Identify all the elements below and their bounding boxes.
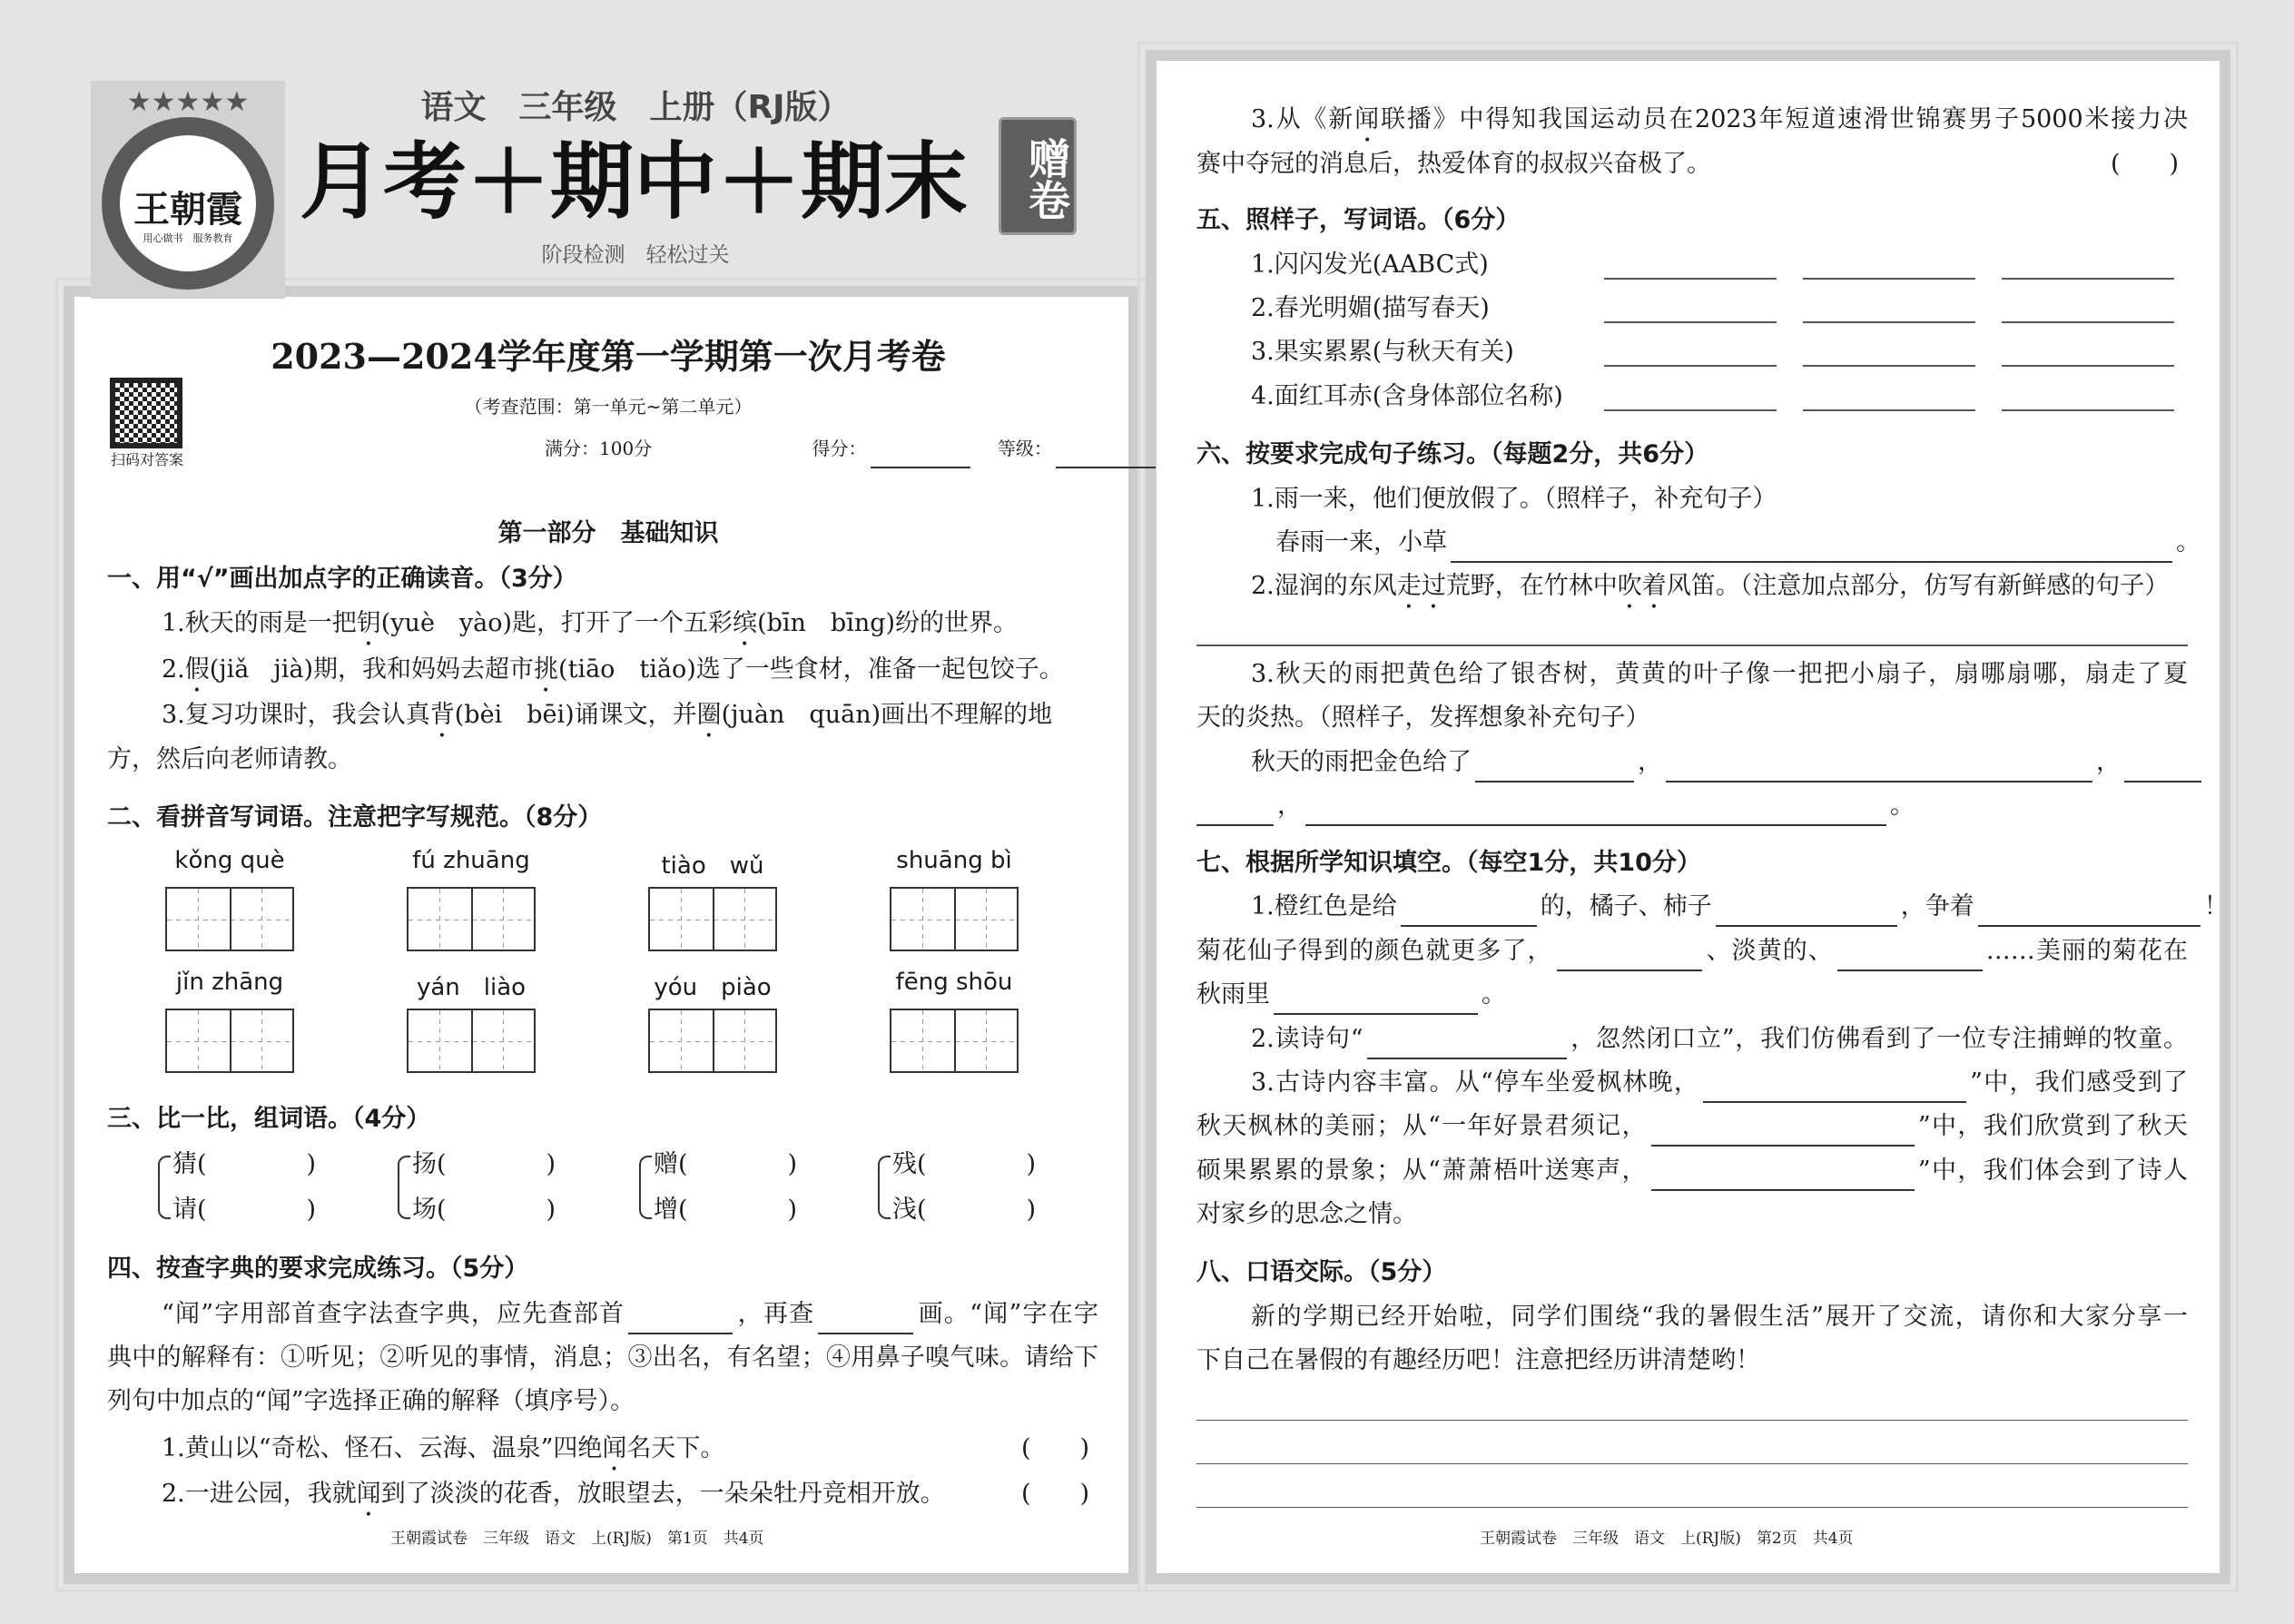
brace	[158, 1156, 171, 1219]
s6-q1-answer: 春雨一来，小草 。	[1275, 523, 2200, 563]
answer-paren[interactable]: ( )	[1021, 1434, 1090, 1462]
score-field[interactable]	[871, 445, 970, 468]
answer-blank[interactable]	[1651, 1162, 1915, 1191]
logo-name: 王朝霞	[133, 188, 242, 231]
pinyin: yóu piào	[654, 974, 772, 1001]
exam-scope: （考查范围：第一单元~第二单元）	[464, 396, 753, 418]
answer-line[interactable]	[1604, 278, 1777, 280]
s5-item: 4.面红耳赤(含身体部位名称)	[1251, 382, 1563, 410]
score-label: 得分：	[812, 438, 867, 459]
publisher-logo	[91, 81, 285, 299]
answer-blank[interactable]	[1557, 942, 1702, 971]
s4-p3: 列句中加点的“闻”字选择正确的解释（填序号）。	[107, 1387, 635, 1415]
word-pair-item: 猜( )	[172, 1150, 317, 1178]
logo-tagline: 用心做书 服务教育	[143, 232, 233, 244]
radical-blank[interactable]	[628, 1305, 733, 1334]
word-pair-item: 浅( )	[892, 1196, 1037, 1224]
answer-line[interactable]	[1803, 321, 1975, 323]
answer-line[interactable]	[1803, 278, 1975, 280]
s7-line: 秋天枫林的美丽；从“一年好景君须记， ”中，我们欣赏到了秋天	[1196, 1107, 2188, 1147]
writing-grid[interactable]	[407, 887, 536, 951]
writing-grid[interactable]	[165, 887, 294, 951]
s4-heading: 四、按查字典的要求完成练习。（5分）	[107, 1255, 529, 1283]
s6-q1: 1.雨一来，他们便放假了。（照样子，补充句子）	[1251, 485, 1777, 513]
answer-blank[interactable]	[1716, 898, 1897, 927]
answer-line[interactable]	[1196, 1463, 2188, 1464]
qr-code[interactable]	[110, 378, 182, 448]
answer-line[interactable]	[1604, 409, 1777, 411]
writing-grid[interactable]	[407, 1009, 536, 1073]
footer-left: 王朝霞试卷 三年级 语文 上(RJ版) 第1页 共4页	[390, 1530, 764, 1548]
word-pair-item: 请( )	[172, 1196, 317, 1224]
star-icons: ★★★★★	[126, 86, 250, 118]
s1-q3: 3.复习功课时，我会认真背(bèi bēi)诵课文，并圈(juàn quān)画出不理解的地	[162, 701, 1053, 729]
answer-blank[interactable]	[1978, 898, 2200, 927]
answer-line[interactable]	[2002, 321, 2174, 323]
writing-grid[interactable]	[890, 887, 1019, 951]
answer-blank[interactable]	[1475, 753, 1634, 782]
exam-title: 2023—2024学年度第一学期第一次月考卷	[271, 336, 946, 377]
answer-blank[interactable]	[1196, 797, 1274, 826]
strokes-blank[interactable]	[818, 1305, 913, 1334]
answer-blank[interactable]	[1651, 1117, 1915, 1147]
brace	[398, 1156, 410, 1219]
answer-line[interactable]	[1604, 365, 1777, 367]
answer-blank[interactable]	[1274, 986, 1478, 1015]
word-pair-item: 残( )	[892, 1150, 1037, 1178]
s7-line: 菊花仙子得到的颜色就更多了， 、淡黄的、 ……美丽的菊花在	[1196, 931, 2188, 971]
s4-q3: 3.从《新闻联播》中得知我国运动员在2023年短道速滑世锦赛男子5000米接力决	[1251, 105, 2189, 133]
pinyin: jǐn zhāng	[175, 969, 284, 996]
s7-line: 对家乡的思念之情。	[1196, 1200, 1417, 1228]
s6-q3-answer: 秋天的雨把金色给了 ， ，	[1251, 743, 2205, 782]
s5-item: 1.闪闪发光(AABC式)	[1251, 251, 1489, 279]
brace	[878, 1156, 891, 1219]
word-pair-item: 赠( )	[654, 1150, 798, 1178]
word-pair-item: 场( )	[412, 1196, 556, 1224]
gift-badge: 赠卷	[999, 117, 1077, 235]
answer-blank[interactable]	[1367, 1030, 1567, 1059]
answer-blank[interactable]	[1703, 1074, 1966, 1103]
word-pair-item: 增( )	[654, 1196, 798, 1224]
s7-heading: 七、根据所学知识填空。（每空1分，共10分）	[1196, 849, 1701, 877]
pinyin: fēng shōu	[895, 969, 1013, 996]
s6-q3: 3.秋天的雨把黄色给了银杏树，黄黄的叶子像一把把小扇子，扇哪扇哪，扇走了夏	[1251, 660, 2188, 688]
s4-q2: 2.一进公园，我就闻到了淡淡的花香，放眼望去，一朵朵牡丹竞相开放。	[162, 1480, 945, 1508]
part1-heading: 第一部分 基础知识	[497, 519, 719, 547]
answer-line[interactable]	[1196, 645, 2188, 646]
s6-q3-cont: 天的炎热。（照样子，发挥想象补充句子）	[1196, 704, 1650, 732]
s8-p1: 新的学期已经开始啦，同学们围绕“我的暑假生活”展开了交流，请你和大家分享一	[1251, 1303, 2188, 1331]
writing-grid[interactable]	[648, 887, 777, 951]
pinyin: fú zhuāng	[412, 847, 530, 874]
s7-line: 1.橙红色是给 的，橘子、柿子 ，争着 ！	[1251, 887, 2188, 927]
word-pair-item: 扬( )	[412, 1150, 556, 1178]
answer-blank[interactable]	[2124, 753, 2201, 782]
footer-right: 王朝霞试卷 三年级 语文 上(RJ版) 第2页 共4页	[1480, 1530, 1854, 1548]
pinyin: shuāng bì	[896, 847, 1012, 874]
s1-heading: 一、用“√”画出加点字的正确读音。（3分）	[107, 565, 577, 593]
s4-q3-cont: 赛中夺冠的消息后，热爱体育的叔叔兴奋极了。	[1196, 150, 1711, 178]
main-title: 月考＋期中＋期末	[300, 133, 969, 231]
answer-paren[interactable]: ( )	[2111, 150, 2180, 178]
answer-line[interactable]	[2002, 365, 2174, 367]
answer-blank[interactable]	[1451, 534, 2172, 563]
s6-heading: 六、按要求完成句子练习。（每题2分，共6分）	[1196, 440, 1709, 468]
s8-heading: 八、口语交际。（5分）	[1196, 1258, 1447, 1286]
s7-line: 2.读诗句“ ，忽然闭口立”，我们仿佛看到了一位专注捕蝉的牧童。	[1251, 1019, 2188, 1059]
s8-p2: 下自己在暑假的有趣经历吧！注意把经历讲清楚哟！	[1196, 1346, 1760, 1374]
pinyin: kǒng què	[174, 847, 285, 874]
answer-blank[interactable]	[1837, 942, 1983, 971]
answer-line[interactable]	[1196, 1420, 2188, 1421]
s4-p2: 典中的解释有：①听见；②听见的事情，消息；③出名，有名望；④用鼻子嗅气味。请给下	[107, 1343, 1098, 1372]
pinyin: tiào wǔ	[661, 852, 764, 880]
s3-heading: 三、比一比，组词语。（4分）	[107, 1105, 431, 1133]
grade-field[interactable]	[1056, 445, 1156, 468]
subject-line: 语文 三年级 上册（RJ版）	[420, 89, 851, 126]
answer-line[interactable]	[1803, 409, 1975, 411]
s5-item: 2.春光明媚(描写春天)	[1251, 294, 1490, 322]
s1-q1: 1.秋天的雨是一把钥(yuè yào)匙，打开了一个五彩缤(bīn bīng)纷的世界。	[162, 609, 1019, 637]
grade-label: 等级：	[997, 438, 1052, 459]
answer-blank[interactable]	[1666, 753, 2092, 782]
s1-q2: 2.假(jiǎ jià)期，我和妈妈去超市挑(tiāo tiǎo)选了一些食材，准备一起包饺子。	[162, 655, 1064, 684]
s6-q3-answer-cont: ， 。	[1196, 786, 1915, 826]
answer-paren[interactable]: ( )	[1021, 1480, 1090, 1508]
writing-grid[interactable]	[890, 1009, 1019, 1073]
qr-caption: 扫码对答案	[110, 451, 183, 468]
s4-q1: 1.黄山以“奇松、怪石、云海、温泉”四绝闻名天下。	[162, 1434, 725, 1462]
s7-line: 3.古诗内容丰富。从“停车坐爱枫林晚， ”中，我们感受到了	[1251, 1063, 2188, 1103]
full-score: 满分：100分	[545, 438, 653, 459]
s1-q3-cont: 方，然后向老师请教。	[107, 745, 352, 773]
s7-line: 硕果累累的景象；从“萧萧梧叶送寒声， ”中，我们体会到了诗人	[1196, 1151, 2188, 1191]
slogan: 阶段检测 轻松过关	[541, 243, 730, 267]
answer-line[interactable]	[1803, 365, 1975, 367]
answer-line[interactable]	[1196, 1507, 2188, 1508]
s6-q2: 2.湿润的东风走过荒野，在竹林中吹着风笛。（注意加点部分，仿写有新鲜感的句子）	[1251, 572, 2170, 600]
brace	[639, 1156, 652, 1219]
s5-item: 3.果实累累(与秋天有关)	[1251, 338, 1514, 366]
writing-grid[interactable]	[165, 1009, 294, 1073]
answer-blank[interactable]	[1401, 898, 1537, 927]
pinyin: yán liào	[416, 974, 527, 1001]
s4-p1: “闻”字用部首查字法查字典，应先查部首 ，再查 画。“闻”字在字	[162, 1294, 1098, 1334]
s5-heading: 五、照样子，写词语。（6分）	[1196, 206, 1521, 234]
answer-line[interactable]	[1604, 321, 1777, 323]
answer-line[interactable]	[2002, 409, 2174, 411]
answer-blank[interactable]	[1305, 797, 1886, 826]
writing-grid[interactable]	[648, 1009, 777, 1073]
score-row	[545, 428, 1159, 468]
s7-line: 秋雨里 。	[1196, 975, 1506, 1015]
s2-heading: 二、看拼音写词语。注意把字写规范。（8分）	[107, 803, 603, 832]
answer-line[interactable]	[2002, 278, 2174, 280]
